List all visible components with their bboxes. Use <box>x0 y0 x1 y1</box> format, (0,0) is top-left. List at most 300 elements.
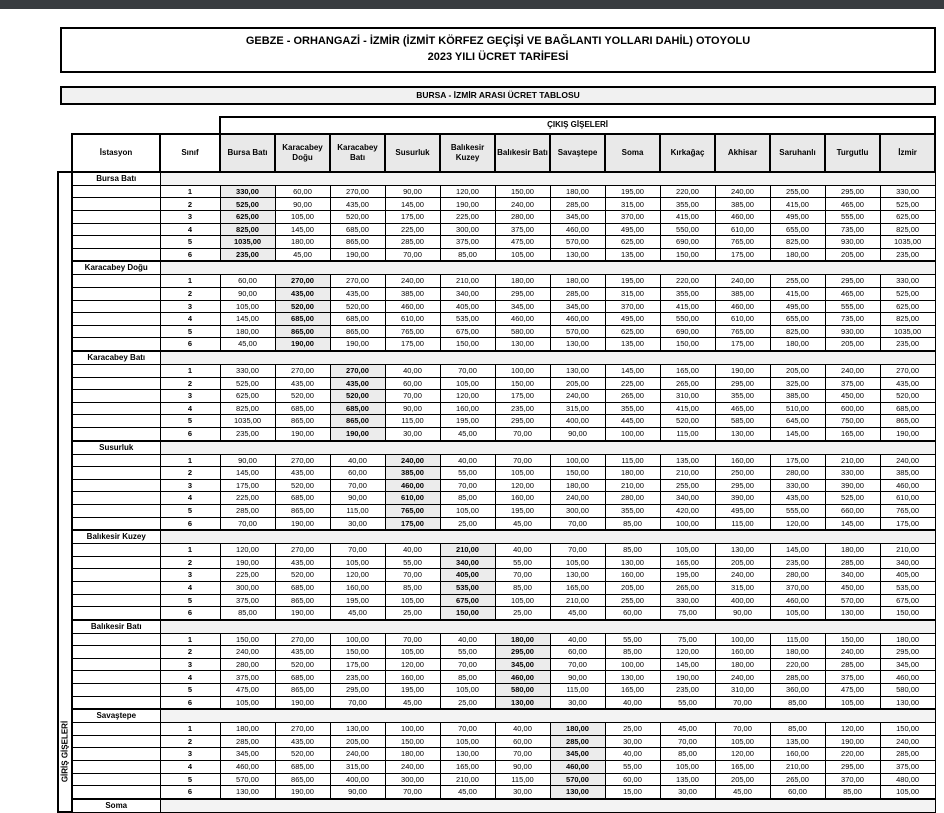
fee-cell: 105,00 <box>440 684 495 697</box>
table-row <box>58 556 935 569</box>
fee-cell: 535,00 <box>880 581 935 594</box>
fee-cell: 70,00 <box>330 479 385 492</box>
fee-cell: 175,00 <box>715 248 770 261</box>
fee-cell: 375,00 <box>825 671 880 684</box>
fee-cell: 625,00 <box>605 325 660 338</box>
fee-cell: 85,00 <box>660 748 715 761</box>
station-empty-cell <box>72 504 160 517</box>
fee-cell: 865,00 <box>275 325 330 338</box>
station-empty-cell <box>72 377 160 390</box>
fee-cell: 495,00 <box>605 313 660 326</box>
fee-cell: 90,00 <box>550 427 605 440</box>
vehicle-class-cell: 2 <box>160 198 220 211</box>
fee-cell: 100,00 <box>550 454 605 467</box>
station-group-label: Bursa Batı <box>72 172 160 186</box>
fee-cell: 40,00 <box>385 544 440 557</box>
fee-cell: 520,00 <box>275 658 330 671</box>
table-row <box>58 504 935 517</box>
fee-cell: 180,00 <box>770 248 825 261</box>
fee-cell: 240,00 <box>220 646 275 659</box>
station-empty-cell <box>72 594 160 607</box>
fee-cell: 460,00 <box>770 594 825 607</box>
window-chrome-bar <box>0 0 944 9</box>
fee-cell: 865,00 <box>275 415 330 428</box>
fee-cell: 45,00 <box>495 517 550 530</box>
fee-cell: 165,00 <box>715 761 770 774</box>
column-header-exit-2: Karacabey Batı <box>330 134 385 172</box>
fee-cell: 195,00 <box>385 684 440 697</box>
vehicle-class-cell: 6 <box>160 517 220 530</box>
fee-cell: 205,00 <box>770 365 825 378</box>
fee-cell: 315,00 <box>605 198 660 211</box>
vehicle-class-cell: 4 <box>160 671 220 684</box>
table-row <box>58 467 935 480</box>
fee-cell: 45,00 <box>660 723 715 736</box>
fee-cell: 385,00 <box>880 467 935 480</box>
fee-cell: 240,00 <box>715 275 770 288</box>
vehicle-class-cell: 2 <box>160 556 220 569</box>
fee-cell: 930,00 <box>825 236 880 249</box>
fee-cell: 160,00 <box>440 402 495 415</box>
fee-cell: 415,00 <box>660 402 715 415</box>
vehicle-class-cell: 1 <box>160 185 220 198</box>
station-empty-cell <box>72 275 160 288</box>
column-header-exit-3: Susurluk <box>385 134 440 172</box>
fee-cell: 385,00 <box>715 198 770 211</box>
fee-cell: 150,00 <box>495 185 550 198</box>
fee-cell: 685,00 <box>880 402 935 415</box>
fee-cell: 525,00 <box>825 492 880 505</box>
table-row <box>58 761 935 774</box>
fee-cell: 295,00 <box>825 275 880 288</box>
fee-cell: 145,00 <box>770 427 825 440</box>
fee-cell: 70,00 <box>495 569 550 582</box>
vehicle-class-cell: 3 <box>160 748 220 761</box>
fee-cell: 195,00 <box>495 504 550 517</box>
fee-cell: 105,00 <box>385 646 440 659</box>
fee-cell: 1035,00 <box>880 325 935 338</box>
fee-cell: 175,00 <box>880 517 935 530</box>
fee-cell: 150,00 <box>495 377 550 390</box>
fee-cell: 130,00 <box>880 696 935 709</box>
vehicle-class-cell: 6 <box>160 427 220 440</box>
fee-cell: 130,00 <box>550 365 605 378</box>
fee-cell: 70,00 <box>495 748 550 761</box>
fee-cell: 205,00 <box>715 773 770 786</box>
fee-cell: 465,00 <box>825 198 880 211</box>
table-row <box>58 338 935 351</box>
fee-cell: 120,00 <box>385 658 440 671</box>
fee-cell: 585,00 <box>715 415 770 428</box>
fee-cell: 45,00 <box>440 427 495 440</box>
fee-cell: 570,00 <box>825 594 880 607</box>
fee-cell: 435,00 <box>330 377 385 390</box>
fee-cell: 70,00 <box>550 544 605 557</box>
fee-cell: 190,00 <box>275 696 330 709</box>
fee-cell: 40,00 <box>440 454 495 467</box>
fee-cell: 210,00 <box>550 594 605 607</box>
table-row <box>58 198 935 211</box>
fee-cell: 120,00 <box>220 544 275 557</box>
fee-cell: 70,00 <box>385 569 440 582</box>
fee-cell: 270,00 <box>330 365 385 378</box>
fee-cell: 310,00 <box>715 684 770 697</box>
fee-cell: 610,00 <box>715 223 770 236</box>
fee-cell: 460,00 <box>385 300 440 313</box>
fee-cell: 270,00 <box>275 633 330 646</box>
station-empty-cell <box>72 454 160 467</box>
fee-cell: 205,00 <box>825 338 880 351</box>
fee-cell: 100,00 <box>330 633 385 646</box>
fee-cell: 355,00 <box>660 288 715 301</box>
table-row <box>58 275 935 288</box>
fee-cell: 520,00 <box>275 390 330 403</box>
station-empty-cell <box>72 607 160 620</box>
fee-cell: 100,00 <box>385 723 440 736</box>
fee-cell: 675,00 <box>440 594 495 607</box>
fee-cell: 265,00 <box>660 377 715 390</box>
fee-cell: 570,00 <box>550 236 605 249</box>
fee-cell: 475,00 <box>825 684 880 697</box>
table-row <box>58 248 935 261</box>
fee-cell: 460,00 <box>550 313 605 326</box>
fee-cell: 825,00 <box>770 325 825 338</box>
fee-cell: 685,00 <box>275 402 330 415</box>
table-row <box>58 492 935 505</box>
fee-cell: 175,00 <box>715 338 770 351</box>
fee-cell: 255,00 <box>770 185 825 198</box>
fee-cell: 190,00 <box>275 338 330 351</box>
fee-cell: 280,00 <box>770 467 825 480</box>
fee-cell: 25,00 <box>440 517 495 530</box>
fee-cell: 105,00 <box>495 594 550 607</box>
fee-cell: 495,00 <box>605 223 660 236</box>
column-header-class: Sınıf <box>160 134 220 172</box>
fee-cell: 190,00 <box>330 248 385 261</box>
fee-cell: 130,00 <box>605 671 660 684</box>
fee-cell: 210,00 <box>440 275 495 288</box>
fee-cell: 120,00 <box>715 748 770 761</box>
fee-cell: 270,00 <box>330 185 385 198</box>
station-group-label: Balıkesir Kuzey <box>72 530 160 544</box>
station-group-band <box>160 709 935 723</box>
fee-cell: 165,00 <box>825 427 880 440</box>
fee-cell: 300,00 <box>440 223 495 236</box>
fee-cell: 270,00 <box>275 275 330 288</box>
station-empty-cell <box>72 365 160 378</box>
fee-cell: 40,00 <box>550 633 605 646</box>
fee-cell: 295,00 <box>495 288 550 301</box>
fee-cell: 235,00 <box>660 684 715 697</box>
column-header-exit-9: Akhisar <box>715 134 770 172</box>
fee-cell: 235,00 <box>220 427 275 440</box>
fee-cell: 340,00 <box>880 556 935 569</box>
fee-cell: 180,00 <box>605 467 660 480</box>
fee-cell: 60,00 <box>220 275 275 288</box>
fee-cell: 765,00 <box>880 504 935 517</box>
fee-cell: 495,00 <box>770 211 825 224</box>
station-group-label: Karacabey Batı <box>72 351 160 365</box>
fee-cell: 150,00 <box>220 633 275 646</box>
fee-cell: 45,00 <box>275 248 330 261</box>
column-header-exit-6: Savaştepe <box>550 134 605 172</box>
fee-cell: 70,00 <box>440 723 495 736</box>
station-empty-cell <box>72 773 160 786</box>
fee-cell: 60,00 <box>605 607 660 620</box>
fee-cell: 600,00 <box>825 402 880 415</box>
fee-cell: 175,00 <box>770 454 825 467</box>
fee-cell: 280,00 <box>495 211 550 224</box>
fee-cell: 60,00 <box>770 786 825 799</box>
fee-cell: 145,00 <box>770 544 825 557</box>
fee-cell: 85,00 <box>605 517 660 530</box>
fee-cell: 385,00 <box>715 288 770 301</box>
vehicle-class-cell: 3 <box>160 211 220 224</box>
vehicle-class-cell: 4 <box>160 581 220 594</box>
fee-cell: 180,00 <box>385 748 440 761</box>
fee-cell: 120,00 <box>440 390 495 403</box>
fee-cell: 100,00 <box>715 633 770 646</box>
fee-cell: 570,00 <box>220 773 275 786</box>
fee-cell: 90,00 <box>385 185 440 198</box>
fee-cell: 240,00 <box>330 748 385 761</box>
fee-cell: 130,00 <box>495 696 550 709</box>
fee-cell: 70,00 <box>495 427 550 440</box>
fee-cell: 40,00 <box>605 748 660 761</box>
table-row <box>58 773 935 786</box>
fee-cell: 285,00 <box>550 735 605 748</box>
fee-cell: 520,00 <box>330 211 385 224</box>
fee-cell: 190,00 <box>880 427 935 440</box>
station-empty-cell <box>72 236 160 249</box>
fee-cell: 175,00 <box>495 390 550 403</box>
vehicle-class-cell: 6 <box>160 696 220 709</box>
fee-cell: 25,00 <box>385 607 440 620</box>
fee-cell: 60,00 <box>550 646 605 659</box>
fee-cell: 115,00 <box>330 504 385 517</box>
fee-cell: 295,00 <box>495 415 550 428</box>
fee-cell: 240,00 <box>825 365 880 378</box>
fee-cell: 685,00 <box>275 492 330 505</box>
fee-cell: 340,00 <box>660 492 715 505</box>
fee-cell: 240,00 <box>715 569 770 582</box>
column-header-exit-10: Saruhanlı <box>770 134 825 172</box>
fee-cell: 330,00 <box>660 594 715 607</box>
fee-cell: 610,00 <box>385 492 440 505</box>
fee-cell: 450,00 <box>825 390 880 403</box>
station-empty-cell <box>72 723 160 736</box>
station-empty-cell <box>72 517 160 530</box>
fee-cell: 190,00 <box>440 198 495 211</box>
fee-cell: 15,00 <box>605 786 660 799</box>
vehicle-class-cell: 5 <box>160 325 220 338</box>
table-subtitle: BURSA - İZMİR ARASI ÜCRET TABLOSU <box>60 86 936 105</box>
station-empty-cell <box>72 684 160 697</box>
fee-cell: 330,00 <box>825 467 880 480</box>
fee-cell: 405,00 <box>440 569 495 582</box>
fee-cell: 70,00 <box>715 696 770 709</box>
fee-cell: 55,00 <box>660 696 715 709</box>
vehicle-class-cell: 6 <box>160 248 220 261</box>
fee-cell: 145,00 <box>825 517 880 530</box>
fee-cell: 105,00 <box>770 607 825 620</box>
fee-cell: 85,00 <box>385 581 440 594</box>
fee-cell: 160,00 <box>715 454 770 467</box>
table-row <box>58 377 935 390</box>
fee-cell: 865,00 <box>330 325 385 338</box>
fee-cell: 105,00 <box>495 248 550 261</box>
fee-cell: 355,00 <box>715 390 770 403</box>
fee-cell: 460,00 <box>495 313 550 326</box>
table-row <box>58 415 935 428</box>
fee-cell: 370,00 <box>605 300 660 313</box>
vehicle-class-cell: 5 <box>160 504 220 517</box>
table-row <box>58 581 935 594</box>
fee-cell: 40,00 <box>330 454 385 467</box>
fee-cell: 610,00 <box>715 313 770 326</box>
fee-cell: 180,00 <box>495 633 550 646</box>
fee-cell: 400,00 <box>550 415 605 428</box>
fee-cell: 285,00 <box>550 198 605 211</box>
fee-cell: 460,00 <box>550 223 605 236</box>
fee-cell: 660,00 <box>825 504 880 517</box>
fee-cell: 195,00 <box>605 185 660 198</box>
fee-cell: 60,00 <box>385 377 440 390</box>
fee-cell: 225,00 <box>440 211 495 224</box>
fee-cell: 195,00 <box>605 275 660 288</box>
fee-cell: 375,00 <box>880 761 935 774</box>
fee-cell: 690,00 <box>660 325 715 338</box>
fee-cell: 210,00 <box>440 544 495 557</box>
fee-cell: 295,00 <box>330 684 385 697</box>
vehicle-class-cell: 2 <box>160 646 220 659</box>
fee-cell: 70,00 <box>220 517 275 530</box>
column-header-exit-12: İzmir <box>880 134 935 172</box>
fee-cell: 60,00 <box>495 735 550 748</box>
column-header-exit-8: Kırkağaç <box>660 134 715 172</box>
fee-cell: 180,00 <box>550 479 605 492</box>
fee-cell: 70,00 <box>440 365 495 378</box>
fee-cell: 30,00 <box>495 786 550 799</box>
fee-cell: 460,00 <box>495 671 550 684</box>
fee-cell: 405,00 <box>440 300 495 313</box>
fee-cell: 85,00 <box>440 248 495 261</box>
fee-cell: 235,00 <box>330 671 385 684</box>
fee-cell: 750,00 <box>825 415 880 428</box>
fee-cell: 330,00 <box>880 275 935 288</box>
table-row <box>58 390 935 403</box>
table-row <box>58 544 935 557</box>
fee-cell: 865,00 <box>275 684 330 697</box>
fee-cell: 190,00 <box>275 517 330 530</box>
table-row <box>58 479 935 492</box>
fee-cell: 180,00 <box>220 325 275 338</box>
station-empty-cell <box>72 569 160 582</box>
fee-cell: 240,00 <box>880 735 935 748</box>
table-row <box>58 594 935 607</box>
fee-cell: 555,00 <box>825 211 880 224</box>
fee-cell: 550,00 <box>660 223 715 236</box>
fee-cell: 445,00 <box>605 415 660 428</box>
entry-strip-spacer <box>58 134 72 172</box>
fee-table <box>57 116 936 813</box>
fee-cell: 165,00 <box>440 761 495 774</box>
table-row <box>58 236 935 249</box>
fee-cell: 85,00 <box>220 607 275 620</box>
fee-cell: 190,00 <box>715 365 770 378</box>
fee-cell: 865,00 <box>275 594 330 607</box>
fee-cell: 30,00 <box>330 517 385 530</box>
fee-cell: 30,00 <box>605 735 660 748</box>
fee-cell: 150,00 <box>660 248 715 261</box>
fee-cell: 120,00 <box>330 569 385 582</box>
fee-cell: 225,00 <box>385 223 440 236</box>
fee-cell: 655,00 <box>770 223 825 236</box>
fee-cell: 420,00 <box>660 504 715 517</box>
table-row <box>58 288 935 301</box>
fee-cell: 460,00 <box>550 761 605 774</box>
vehicle-class-cell: 2 <box>160 735 220 748</box>
fee-cell: 55,00 <box>605 761 660 774</box>
fee-cell: 370,00 <box>770 581 825 594</box>
fee-cell: 525,00 <box>880 288 935 301</box>
fee-cell: 145,00 <box>660 658 715 671</box>
fee-cell: 310,00 <box>660 390 715 403</box>
fee-cell: 675,00 <box>440 325 495 338</box>
fee-cell: 285,00 <box>825 658 880 671</box>
station-empty-cell <box>72 402 160 415</box>
fee-cell: 150,00 <box>880 723 935 736</box>
fee-cell: 415,00 <box>660 211 715 224</box>
fee-cell: 55,00 <box>605 633 660 646</box>
fee-cell: 295,00 <box>880 646 935 659</box>
fee-cell: 625,00 <box>880 211 935 224</box>
table-row <box>58 723 935 736</box>
fee-cell: 865,00 <box>275 504 330 517</box>
fee-cell: 145,00 <box>385 198 440 211</box>
fee-cell: 285,00 <box>220 735 275 748</box>
fee-cell: 385,00 <box>385 288 440 301</box>
station-empty-cell <box>72 288 160 301</box>
station-group-label: Soma <box>72 799 160 813</box>
table-row <box>58 696 935 709</box>
fee-cell: 130,00 <box>330 723 385 736</box>
vehicle-class-cell: 1 <box>160 544 220 557</box>
vehicle-class-cell: 3 <box>160 479 220 492</box>
exit-gates-header: ÇIKIŞ GİŞELERİ <box>220 117 935 134</box>
fee-cell: 610,00 <box>385 313 440 326</box>
fee-cell: 315,00 <box>550 402 605 415</box>
station-empty-cell <box>72 427 160 440</box>
fee-cell: 520,00 <box>330 390 385 403</box>
fee-cell: 460,00 <box>715 300 770 313</box>
station-empty-cell <box>72 211 160 224</box>
fee-cell: 240,00 <box>550 390 605 403</box>
fee-cell: 295,00 <box>715 377 770 390</box>
fee-cell: 685,00 <box>275 313 330 326</box>
fee-cell: 105,00 <box>220 696 275 709</box>
fee-cell: 685,00 <box>330 223 385 236</box>
fee-cell: 105,00 <box>440 735 495 748</box>
fee-cell: 330,00 <box>880 185 935 198</box>
fee-cell: 130,00 <box>550 248 605 261</box>
fee-cell: 435,00 <box>330 198 385 211</box>
fee-cell: 100,00 <box>660 517 715 530</box>
fee-cell: 285,00 <box>550 288 605 301</box>
fee-cell: 165,00 <box>660 556 715 569</box>
fee-cell: 85,00 <box>495 581 550 594</box>
station-empty-cell <box>72 544 160 557</box>
